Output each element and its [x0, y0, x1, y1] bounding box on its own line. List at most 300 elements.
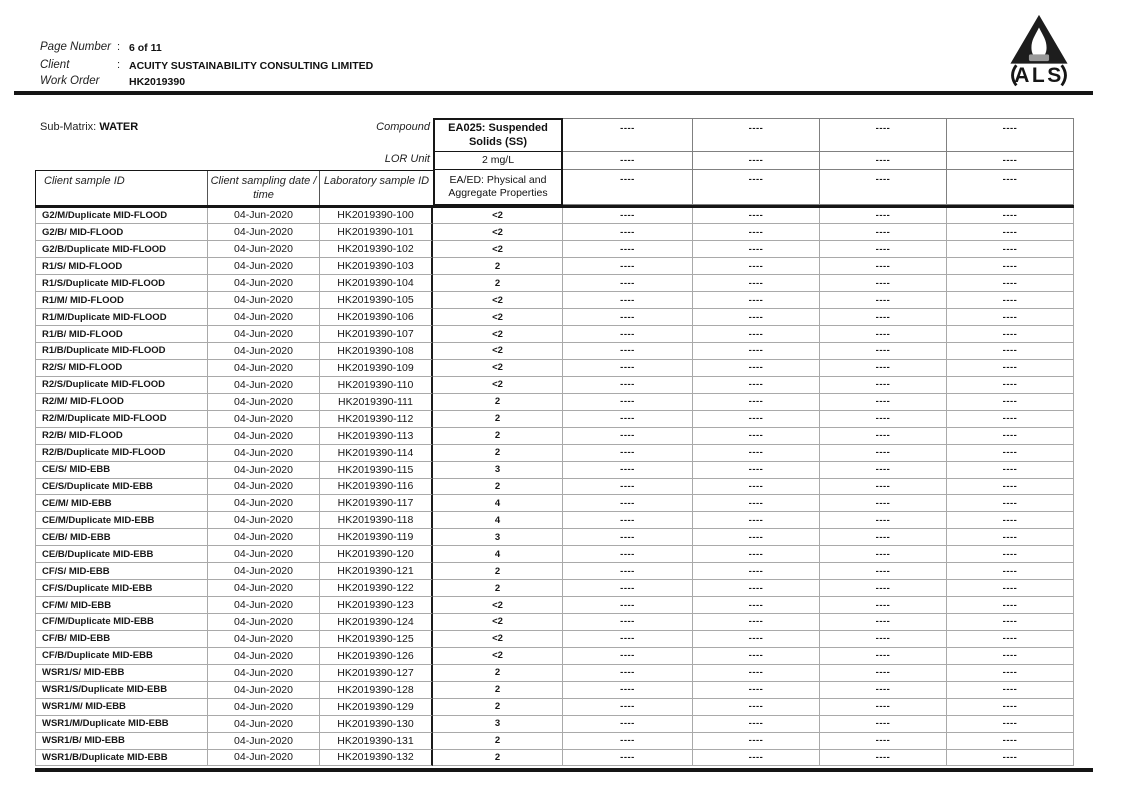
- work-order-row: [40, 75, 600, 91]
- result-dash-cell: ----: [947, 224, 1074, 241]
- client-sample-id-cell: WSR1/B/ MID-EBB: [35, 733, 208, 750]
- result-dash-cell: ----: [820, 208, 947, 225]
- client-sample-id-cell: R2/B/Duplicate MID-FLOOD: [35, 445, 208, 462]
- result-dash-cell: ----: [693, 495, 820, 512]
- sampling-date-cell: 04-Jun-2020: [208, 292, 320, 309]
- result-dash-cell: ----: [947, 580, 1074, 597]
- sampling-date-cell: 04-Jun-2020: [208, 377, 320, 394]
- result-dash-cell: ----: [947, 733, 1074, 750]
- result-dash-cell: ----: [820, 224, 947, 241]
- result-dash-cell: ----: [947, 309, 1074, 326]
- result-dash-cell: ----: [947, 445, 1074, 462]
- result-dash-cell: ----: [947, 665, 1074, 682]
- als-logo: [997, 13, 1081, 89]
- laboratory-sample-id-cell: HK2019390-115: [320, 462, 433, 479]
- result-value-cell: <2: [433, 241, 563, 258]
- result-value-cell: 3: [433, 716, 563, 733]
- laboratory-sample-id-cell: HK2019390-129: [320, 699, 433, 716]
- client-sample-id-cell: WSR1/M/Duplicate MID-EBB: [35, 716, 208, 733]
- result-dash-cell: ----: [563, 750, 693, 767]
- result-dash-cell: ----: [693, 546, 820, 563]
- sampling-date-cell: 04-Jun-2020: [208, 750, 320, 767]
- client-sample-id-cell: R1/B/ MID-FLOOD: [35, 326, 208, 343]
- result-dash-cell: ----: [947, 631, 1074, 648]
- result-dash-cell: ----: [693, 411, 820, 428]
- client-sample-id-cell: G2/M/Duplicate MID-FLOOD: [35, 208, 208, 225]
- result-dash-cell: ----: [820, 343, 947, 360]
- result-dash-cell: ----: [693, 428, 820, 445]
- lor-dash-cell: ----: [820, 152, 947, 170]
- result-dash-cell: ----: [947, 750, 1074, 767]
- sampling-date-cell: 04-Jun-2020: [208, 716, 320, 733]
- result-dash-cell: ----: [820, 326, 947, 343]
- lor-dash-cell: ----: [693, 152, 820, 170]
- result-dash-cell: ----: [693, 445, 820, 462]
- laboratory-sample-id-cell: HK2019390-105: [320, 292, 433, 309]
- sampling-date-cell: 04-Jun-2020: [208, 394, 320, 411]
- result-dash-cell: ----: [693, 750, 820, 767]
- laboratory-sample-id-cell: HK2019390-127: [320, 665, 433, 682]
- laboratory-sample-id-cell: HK2019390-101: [320, 224, 433, 241]
- result-dash-cell: ----: [947, 699, 1074, 716]
- result-dash-cell: ----: [820, 377, 947, 394]
- result-dash-cell: ----: [820, 614, 947, 631]
- result-dash-cell: ----: [563, 411, 693, 428]
- result-dash-cell: ----: [947, 462, 1074, 479]
- result-dash-cell: ----: [820, 292, 947, 309]
- result-value-cell: <2: [433, 377, 563, 394]
- client-sample-id-cell: CF/B/ MID-EBB: [35, 631, 208, 648]
- sampling-date-cell: 04-Jun-2020: [208, 631, 320, 648]
- result-dash-cell: ----: [693, 241, 820, 258]
- client-sample-id-cell: R2/M/ MID-FLOOD: [35, 394, 208, 411]
- result-dash-cell: ----: [947, 682, 1074, 699]
- laboratory-sample-id-cell: HK2019390-125: [320, 631, 433, 648]
- client-sample-id-cell: R1/M/ MID-FLOOD: [35, 292, 208, 309]
- result-dash-cell: ----: [820, 258, 947, 275]
- method-dash-cell: ----: [947, 170, 1074, 205]
- result-dash-cell: ----: [947, 208, 1074, 225]
- client-sample-id-cell: CE/M/Duplicate MID-EBB: [35, 512, 208, 529]
- data-table: [35, 208, 1074, 767]
- result-dash-cell: ----: [693, 512, 820, 529]
- laboratory-sample-id-cell: HK2019390-111: [320, 394, 433, 411]
- laboratory-sample-id-cell: HK2019390-130: [320, 716, 433, 733]
- result-dash-cell: ----: [693, 631, 820, 648]
- result-dash-cell: ----: [563, 292, 693, 309]
- result-dash-cell: ----: [820, 394, 947, 411]
- lor-dash-cell: ----: [947, 152, 1074, 170]
- method-dash-cell: ----: [693, 170, 820, 205]
- result-dash-cell: ----: [693, 343, 820, 360]
- client-sample-id-cell: R2/B/ MID-FLOOD: [35, 428, 208, 445]
- sampling-date-cell: 04-Jun-2020: [208, 597, 320, 614]
- result-dash-cell: ----: [563, 563, 693, 580]
- laboratory-sample-id-cell: HK2019390-113: [320, 428, 433, 445]
- result-dash-cell: ----: [693, 682, 820, 699]
- compound-dash-cell: ----: [563, 118, 693, 152]
- laboratory-sample-id-cell: HK2019390-124: [320, 614, 433, 631]
- laboratory-sample-id-cell: HK2019390-106: [320, 309, 433, 326]
- sampling-date-cell: 04-Jun-2020: [208, 360, 320, 377]
- result-dash-cell: ----: [693, 479, 820, 496]
- sampling-date-cell: 04-Jun-2020: [208, 309, 320, 326]
- result-dash-cell: ----: [563, 326, 693, 343]
- result-value-cell: 2: [433, 699, 563, 716]
- laboratory-sample-id-cell: HK2019390-122: [320, 580, 433, 597]
- result-dash-cell: ----: [947, 597, 1074, 614]
- page-number-row: [40, 41, 600, 57]
- client-separator: :: [117, 59, 121, 71]
- client-sample-id-cell: CF/S/Duplicate MID-EBB: [35, 580, 208, 597]
- client-sample-id-cell: CE/S/ MID-EBB: [35, 462, 208, 479]
- result-dash-cell: ----: [693, 326, 820, 343]
- result-dash-cell: ----: [947, 648, 1074, 665]
- result-value-cell: 3: [433, 529, 563, 546]
- sampling-date-cell: 04-Jun-2020: [208, 462, 320, 479]
- laboratory-sample-id-cell: HK2019390-123: [320, 597, 433, 614]
- result-value-cell: 4: [433, 546, 563, 563]
- svg-text:ALS: ALS: [1014, 64, 1064, 88]
- result-dash-cell: ----: [693, 699, 820, 716]
- result-dash-cell: ----: [693, 258, 820, 275]
- sampling-date-cell: 04-Jun-2020: [208, 208, 320, 225]
- client-sample-id-cell: R2/S/Duplicate MID-FLOOD: [35, 377, 208, 394]
- result-dash-cell: ----: [563, 241, 693, 258]
- result-dash-cell: ----: [693, 614, 820, 631]
- sampling-date-cell: 04-Jun-2020: [208, 343, 320, 360]
- result-value-cell: 2: [433, 682, 563, 699]
- result-dash-cell: ----: [820, 631, 947, 648]
- result-dash-cell: ----: [563, 479, 693, 496]
- result-value-cell: <2: [433, 208, 563, 225]
- result-dash-cell: ----: [693, 394, 820, 411]
- result-value-cell: 2: [433, 411, 563, 428]
- result-dash-cell: ----: [563, 445, 693, 462]
- result-dash-cell: ----: [693, 309, 820, 326]
- method-name-cell: EA/ED: Physical and Aggregate Properties: [433, 170, 563, 205]
- result-value-cell: <2: [433, 224, 563, 241]
- page-number-value: 6 of 11: [129, 42, 162, 54]
- laboratory-sample-id-cell: HK2019390-131: [320, 733, 433, 750]
- result-value-cell: 2: [433, 275, 563, 292]
- result-dash-cell: ----: [693, 716, 820, 733]
- result-dash-cell: ----: [563, 546, 693, 563]
- client-sample-id-cell: WSR1/M/ MID-EBB: [35, 699, 208, 716]
- result-dash-cell: ----: [820, 716, 947, 733]
- sample-columns-header: [35, 170, 434, 207]
- result-dash-cell: ----: [563, 343, 693, 360]
- result-dash-cell: ----: [947, 241, 1074, 258]
- result-dash-cell: ----: [947, 360, 1074, 377]
- lor-unit-cell: 2 mg/L: [433, 152, 563, 170]
- client-sample-id-cell: G2/B/Duplicate MID-FLOOD: [35, 241, 208, 258]
- result-dash-cell: ----: [693, 648, 820, 665]
- result-dash-cell: ----: [563, 309, 693, 326]
- header-divider-rule: [14, 91, 1093, 95]
- result-dash-cell: ----: [947, 512, 1074, 529]
- result-dash-cell: ----: [820, 275, 947, 292]
- compound-name-cell: EA025: Suspended Solids (SS): [433, 118, 563, 152]
- client-sample-id-header: Client sample ID: [36, 171, 208, 206]
- result-dash-cell: ----: [563, 208, 693, 225]
- result-value-cell: 2: [433, 665, 563, 682]
- client-sample-id-cell: CE/S/Duplicate MID-EBB: [35, 479, 208, 496]
- sampling-date-cell: 04-Jun-2020: [208, 411, 320, 428]
- result-dash-cell: ----: [947, 563, 1074, 580]
- result-dash-cell: ----: [693, 529, 820, 546]
- laboratory-sample-id-cell: HK2019390-108: [320, 343, 433, 360]
- result-dash-cell: ----: [693, 733, 820, 750]
- sampling-date-cell: 04-Jun-2020: [208, 733, 320, 750]
- result-dash-cell: ----: [563, 258, 693, 275]
- sampling-date-cell: 04-Jun-2020: [208, 699, 320, 716]
- result-value-cell: <2: [433, 631, 563, 648]
- result-dash-cell: ----: [820, 495, 947, 512]
- result-value-cell: <2: [433, 343, 563, 360]
- result-value-cell: 2: [433, 733, 563, 750]
- client-sample-id-cell: CF/M/Duplicate MID-EBB: [35, 614, 208, 631]
- sampling-date-cell: 04-Jun-2020: [208, 258, 320, 275]
- sampling-date-cell: 04-Jun-2020: [208, 648, 320, 665]
- result-dash-cell: ----: [947, 428, 1074, 445]
- result-value-cell: <2: [433, 326, 563, 343]
- result-dash-cell: ----: [563, 580, 693, 597]
- result-dash-cell: ----: [820, 648, 947, 665]
- result-dash-cell: ----: [563, 360, 693, 377]
- laboratory-sample-id-cell: HK2019390-114: [320, 445, 433, 462]
- result-dash-cell: ----: [820, 411, 947, 428]
- result-dash-cell: ----: [563, 699, 693, 716]
- client-sample-id-cell: WSR1/S/Duplicate MID-EBB: [35, 682, 208, 699]
- result-dash-cell: ----: [693, 665, 820, 682]
- laboratory-sample-id-cell: HK2019390-118: [320, 512, 433, 529]
- table-bottom-rule: [35, 768, 1093, 772]
- client-row: [40, 59, 600, 75]
- sampling-date-cell: 04-Jun-2020: [208, 546, 320, 563]
- result-dash-cell: ----: [947, 479, 1074, 496]
- result-value-cell: 2: [433, 445, 563, 462]
- method-dash-cell: ----: [563, 170, 693, 205]
- result-dash-cell: ----: [693, 377, 820, 394]
- method-dash-cell: ----: [820, 170, 947, 205]
- result-value-cell: 2: [433, 750, 563, 767]
- result-value-cell: <2: [433, 597, 563, 614]
- result-dash-cell: ----: [693, 292, 820, 309]
- client-label: Client: [40, 59, 70, 71]
- result-dash-cell: ----: [820, 546, 947, 563]
- result-value-cell: 4: [433, 512, 563, 529]
- result-dash-cell: ----: [820, 529, 947, 546]
- result-value-cell: 2: [433, 479, 563, 496]
- result-dash-cell: ----: [563, 428, 693, 445]
- laboratory-sample-id-cell: HK2019390-110: [320, 377, 433, 394]
- sampling-date-cell: 04-Jun-2020: [208, 326, 320, 343]
- result-dash-cell: ----: [820, 512, 947, 529]
- laboratory-sample-id-cell: HK2019390-119: [320, 529, 433, 546]
- laboratory-sample-id-cell: HK2019390-103: [320, 258, 433, 275]
- client-sample-id-cell: CE/B/ MID-EBB: [35, 529, 208, 546]
- client-sample-id-cell: CE/B/Duplicate MID-EBB: [35, 546, 208, 563]
- laboratory-sample-id-cell: HK2019390-126: [320, 648, 433, 665]
- result-dash-cell: ----: [563, 529, 693, 546]
- sampling-date-cell: 04-Jun-2020: [208, 275, 320, 292]
- compound-dash-cell: ----: [947, 118, 1074, 152]
- result-dash-cell: ----: [563, 733, 693, 750]
- client-sample-id-cell: CF/B/Duplicate MID-EBB: [35, 648, 208, 665]
- result-dash-cell: ----: [820, 563, 947, 580]
- sampling-date-cell: 04-Jun-2020: [208, 495, 320, 512]
- results-header: [433, 118, 1074, 205]
- sampling-date-cell: 04-Jun-2020: [208, 479, 320, 496]
- laboratory-sample-id-cell: HK2019390-132: [320, 750, 433, 767]
- result-dash-cell: ----: [563, 495, 693, 512]
- laboratory-sample-id-cell: HK2019390-109: [320, 360, 433, 377]
- als-logo-icon: [997, 13, 1081, 89]
- laboratory-sample-id-cell: HK2019390-100: [320, 208, 433, 225]
- result-dash-cell: ----: [820, 750, 947, 767]
- laboratory-sample-id-cell: HK2019390-117: [320, 495, 433, 512]
- result-dash-cell: ----: [563, 224, 693, 241]
- page-number-label: Page Number: [40, 41, 111, 53]
- result-dash-cell: ----: [820, 309, 947, 326]
- result-dash-cell: ----: [563, 648, 693, 665]
- result-dash-cell: ----: [820, 665, 947, 682]
- result-dash-cell: ----: [820, 580, 947, 597]
- result-dash-cell: ----: [947, 529, 1074, 546]
- result-dash-cell: ----: [947, 275, 1074, 292]
- result-value-cell: <2: [433, 309, 563, 326]
- result-dash-cell: ----: [947, 716, 1074, 733]
- result-dash-cell: ----: [693, 563, 820, 580]
- result-value-cell: 3: [433, 462, 563, 479]
- compound-dash-cell: ----: [820, 118, 947, 152]
- client-sample-id-cell: R2/S/ MID-FLOOD: [35, 360, 208, 377]
- work-order-label: Work Order: [40, 75, 100, 87]
- result-dash-cell: ----: [947, 326, 1074, 343]
- result-dash-cell: ----: [947, 292, 1074, 309]
- result-dash-cell: ----: [693, 208, 820, 225]
- client-value: ACUITY SUSTAINABILITY CONSULTING LIMITED: [129, 60, 374, 72]
- result-dash-cell: ----: [563, 462, 693, 479]
- result-dash-cell: ----: [820, 733, 947, 750]
- result-dash-cell: ----: [820, 699, 947, 716]
- client-sample-id-cell: R1/S/ MID-FLOOD: [35, 258, 208, 275]
- result-value-cell: 2: [433, 394, 563, 411]
- sampling-date-cell: 04-Jun-2020: [208, 428, 320, 445]
- result-dash-cell: ----: [820, 360, 947, 377]
- result-dash-cell: ----: [820, 428, 947, 445]
- result-dash-cell: ----: [820, 241, 947, 258]
- result-value-cell: 4: [433, 495, 563, 512]
- result-dash-cell: ----: [563, 614, 693, 631]
- client-sample-id-cell: CF/M/ MID-EBB: [35, 597, 208, 614]
- client-sample-id-cell: R2/M/Duplicate MID-FLOOD: [35, 411, 208, 428]
- result-dash-cell: ----: [693, 224, 820, 241]
- result-dash-cell: ----: [563, 631, 693, 648]
- sampling-date-cell: 04-Jun-2020: [208, 580, 320, 597]
- sampling-date-cell: 04-Jun-2020: [208, 512, 320, 529]
- sub-matrix: [40, 121, 138, 133]
- result-dash-cell: ----: [947, 614, 1074, 631]
- result-dash-cell: ----: [947, 411, 1074, 428]
- result-dash-cell: ----: [693, 597, 820, 614]
- result-dash-cell: ----: [563, 275, 693, 292]
- client-sample-id-cell: R1/S/Duplicate MID-FLOOD: [35, 275, 208, 292]
- sampling-date-cell: 04-Jun-2020: [208, 445, 320, 462]
- result-value-cell: <2: [433, 360, 563, 377]
- result-dash-cell: ----: [947, 394, 1074, 411]
- laboratory-sample-id-cell: HK2019390-102: [320, 241, 433, 258]
- result-dash-cell: ----: [563, 597, 693, 614]
- result-dash-cell: ----: [693, 462, 820, 479]
- work-order-value: HK2019390: [129, 76, 186, 88]
- result-dash-cell: ----: [563, 394, 693, 411]
- client-sample-id-cell: CE/M/ MID-EBB: [35, 495, 208, 512]
- result-dash-cell: ----: [947, 377, 1074, 394]
- result-dash-cell: ----: [820, 682, 947, 699]
- sub-matrix-value: WATER: [99, 121, 139, 133]
- result-dash-cell: ----: [563, 682, 693, 699]
- client-sample-id-cell: WSR1/S/ MID-EBB: [35, 665, 208, 682]
- laboratory-sample-id-cell: HK2019390-116: [320, 479, 433, 496]
- laboratory-sample-id-cell: HK2019390-104: [320, 275, 433, 292]
- result-dash-cell: ----: [947, 343, 1074, 360]
- result-dash-cell: ----: [563, 716, 693, 733]
- result-dash-cell: ----: [947, 495, 1074, 512]
- laboratory-sample-id-cell: HK2019390-128: [320, 682, 433, 699]
- result-dash-cell: ----: [563, 665, 693, 682]
- result-dash-cell: ----: [947, 546, 1074, 563]
- result-value-cell: <2: [433, 614, 563, 631]
- laboratory-sample-id-header: Laboratory sample ID: [323, 175, 430, 187]
- client-sample-id-cell: R1/B/Duplicate MID-FLOOD: [35, 343, 208, 360]
- client-sample-id-cell: R1/M/Duplicate MID-FLOOD: [35, 309, 208, 326]
- sampling-date-cell: 04-Jun-2020: [208, 682, 320, 699]
- result-dash-cell: ----: [820, 445, 947, 462]
- result-dash-cell: ----: [563, 377, 693, 394]
- compound-axis-label: Compound: [376, 121, 430, 133]
- result-dash-cell: ----: [820, 479, 947, 496]
- lor-dash-cell: ----: [563, 152, 693, 170]
- sampling-date-cell: 04-Jun-2020: [208, 665, 320, 682]
- client-sample-id-cell: G2/B/ MID-FLOOD: [35, 224, 208, 241]
- laboratory-sample-id-cell: HK2019390-120: [320, 546, 433, 563]
- result-dash-cell: ----: [693, 580, 820, 597]
- sub-matrix-label: Sub-Matrix:: [40, 121, 97, 133]
- client-sample-id-cell: WSR1/B/Duplicate MID-EBB: [35, 750, 208, 767]
- result-dash-cell: ----: [820, 462, 947, 479]
- client-sample-id-cell: CF/S/ MID-EBB: [35, 563, 208, 580]
- result-value-cell: 2: [433, 428, 563, 445]
- result-value-cell: <2: [433, 648, 563, 665]
- result-dash-cell: ----: [820, 597, 947, 614]
- sampling-date-cell: 04-Jun-2020: [208, 224, 320, 241]
- lor-unit-axis-label: LOR Unit: [384, 153, 430, 165]
- result-dash-cell: ----: [693, 360, 820, 377]
- laboratory-sample-id-cell: HK2019390-121: [320, 563, 433, 580]
- compound-dash-cell: ----: [693, 118, 820, 152]
- page-number-separator: :: [117, 41, 121, 53]
- result-dash-cell: ----: [563, 512, 693, 529]
- laboratory-sample-id-cell: HK2019390-107: [320, 326, 433, 343]
- sampling-date-cell: 04-Jun-2020: [208, 563, 320, 580]
- sampling-date-cell: 04-Jun-2020: [208, 614, 320, 631]
- laboratory-sample-id-cell: HK2019390-112: [320, 411, 433, 428]
- result-value-cell: 2: [433, 563, 563, 580]
- sampling-date-cell: 04-Jun-2020: [208, 529, 320, 546]
- result-value-cell: <2: [433, 292, 563, 309]
